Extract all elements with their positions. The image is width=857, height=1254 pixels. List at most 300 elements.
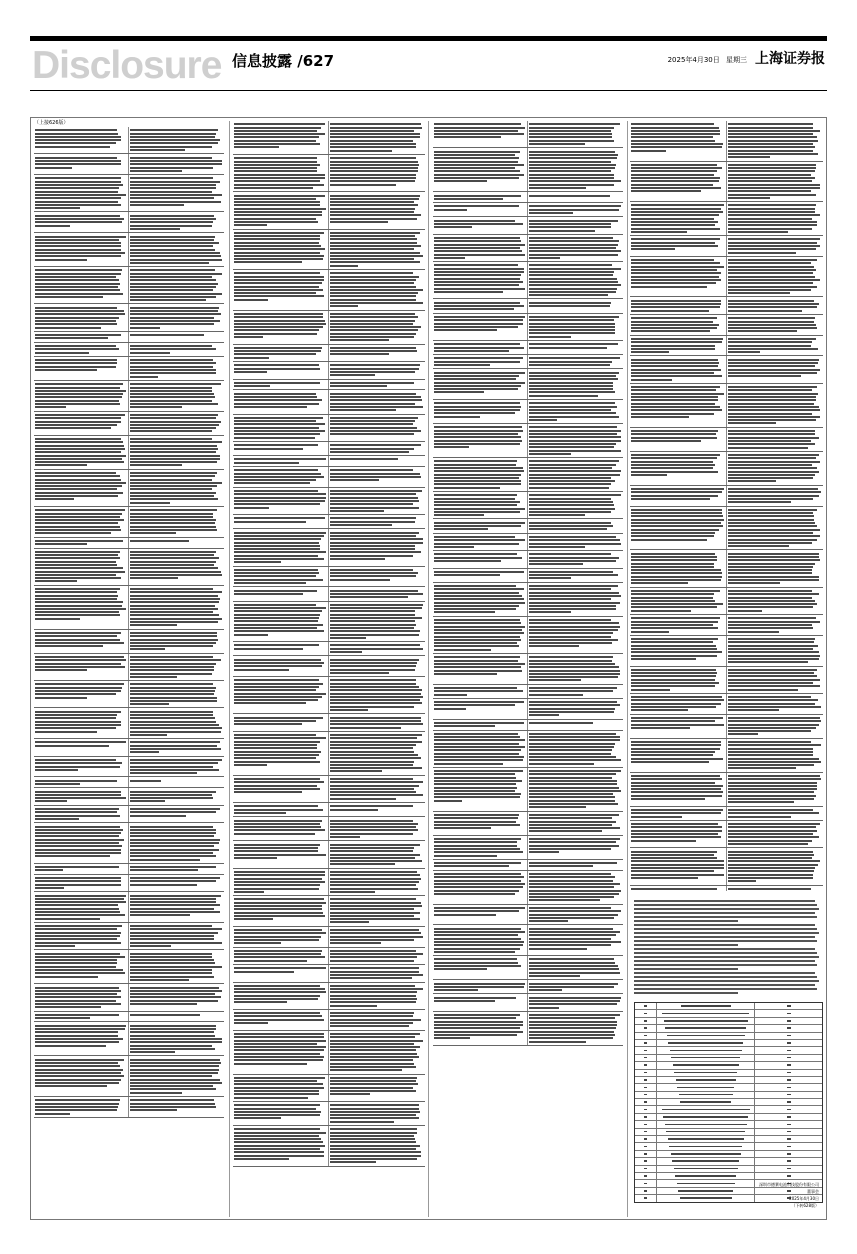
- text-line: [330, 1036, 415, 1038]
- text-line: [631, 433, 716, 435]
- text-line: [330, 282, 414, 284]
- comparison-cell: [233, 927, 329, 947]
- comparison-row: [233, 567, 425, 588]
- text-line: [728, 582, 781, 584]
- comparison-row: [233, 677, 425, 714]
- text-line: [234, 252, 320, 254]
- comparison-row: [630, 236, 823, 257]
- notice-table-row: [635, 1070, 822, 1077]
- comparison-row: [433, 905, 623, 926]
- notice-table-cell: [657, 1166, 755, 1172]
- text-line: [234, 659, 321, 661]
- comparison-cell: [233, 656, 329, 676]
- text-line: [130, 383, 221, 385]
- text-line: [434, 508, 525, 510]
- text-line: [234, 918, 273, 920]
- comparison-cell: [329, 983, 425, 1009]
- text-line: [35, 990, 121, 992]
- comparison-row: [34, 1056, 224, 1097]
- text-line: [434, 130, 518, 132]
- text-line: [234, 929, 322, 931]
- comparison-cell: [34, 267, 129, 303]
- text-line: [631, 563, 714, 565]
- comparison-cell: [233, 311, 329, 344]
- comparison-row: [433, 812, 623, 836]
- text-line: [330, 503, 413, 505]
- notice-table-row: [635, 1143, 822, 1150]
- comparison-cell: [329, 362, 425, 378]
- text-line: [330, 184, 396, 186]
- text-line: [728, 874, 814, 876]
- notice-table-cell: [657, 1018, 755, 1024]
- text-line: [234, 548, 320, 550]
- text-line: [434, 639, 521, 641]
- comparison-row: [433, 492, 623, 519]
- notice-table-row: [635, 1173, 822, 1180]
- comparison-cell: [129, 708, 224, 738]
- text-line: [529, 773, 616, 775]
- text-line: [330, 448, 414, 450]
- text-line: [130, 472, 217, 474]
- text-line: [130, 656, 213, 658]
- text-line: [728, 778, 822, 780]
- text-line: [330, 289, 423, 291]
- text-line: [631, 495, 718, 497]
- text-line: [130, 177, 213, 179]
- notice-table-cell: [755, 1173, 822, 1179]
- text-line: [234, 912, 323, 914]
- text-line: [434, 151, 520, 153]
- text-line: [631, 133, 720, 135]
- text-line: [35, 445, 124, 447]
- comparison-cell: [727, 588, 824, 614]
- text-line: [330, 844, 420, 846]
- text-line: [434, 494, 517, 496]
- text-line: [330, 195, 420, 197]
- comparison-cell: [329, 442, 425, 455]
- comparison-cell: [34, 823, 129, 863]
- text-line: [234, 177, 325, 179]
- text-line: [35, 727, 116, 729]
- text-line: [330, 473, 420, 475]
- text-line: [35, 482, 126, 484]
- text-line: [130, 529, 217, 531]
- text-line: [35, 142, 116, 144]
- text-line: [330, 620, 415, 622]
- comparison-row: [233, 456, 425, 467]
- comparison-cell: [129, 127, 224, 153]
- text-line: [330, 689, 422, 691]
- text-line: [234, 1059, 323, 1061]
- text-line: [529, 910, 621, 912]
- text-line: [434, 660, 518, 662]
- comparison-row: [233, 311, 425, 345]
- text-line: [234, 146, 279, 148]
- text-line: [529, 986, 614, 988]
- notice-table-cell: [657, 1003, 755, 1009]
- text-line: [234, 572, 319, 574]
- text-line: [728, 480, 776, 482]
- text-line: [130, 359, 213, 361]
- text-line: [35, 642, 124, 644]
- text-line: [434, 560, 501, 562]
- text-line: [330, 1148, 416, 1150]
- text-line: [35, 1065, 120, 1067]
- text-line: [728, 156, 771, 158]
- comparison-cell: [34, 233, 129, 266]
- text-line: [130, 393, 214, 395]
- comparison-row: [433, 217, 623, 234]
- text-line: [728, 440, 811, 442]
- text-line: [631, 724, 724, 726]
- comparison-cell: [34, 357, 129, 380]
- text-line: [35, 887, 64, 889]
- text-line: [728, 491, 822, 493]
- text-line: [130, 842, 219, 844]
- text-line: [130, 482, 222, 484]
- notice-table-cell: [635, 1099, 657, 1105]
- comparison-cell: [34, 154, 129, 174]
- comparison-cell: [129, 1022, 224, 1055]
- text-line: [35, 327, 101, 329]
- text-line: [728, 542, 812, 544]
- text-line: [330, 579, 390, 581]
- text-line: [728, 170, 816, 172]
- comparison-row: [34, 332, 224, 343]
- text-line: [631, 651, 722, 653]
- comparison-cell: [233, 442, 329, 455]
- text-line: [728, 669, 818, 671]
- text-line: [35, 519, 124, 521]
- text-line: [130, 417, 216, 419]
- date: 2025年4月30日: [667, 56, 720, 64]
- text-line: [330, 329, 418, 331]
- text-line: [330, 854, 420, 856]
- text-line: [234, 734, 316, 736]
- text-line: [234, 1097, 308, 1099]
- text-line: [529, 177, 614, 179]
- text-line: [130, 624, 177, 626]
- text-line: [330, 727, 401, 729]
- text-line: [631, 744, 721, 746]
- comparison-cell: [34, 923, 129, 949]
- text-line: [434, 474, 521, 476]
- text-line: [728, 413, 812, 415]
- text-line: [434, 733, 518, 735]
- text-line: [529, 739, 620, 741]
- text-line: [728, 266, 815, 268]
- text-line: [631, 590, 720, 592]
- text-line: [35, 366, 116, 368]
- text-line: [728, 409, 821, 411]
- text-line: [434, 780, 522, 782]
- text-line: [434, 838, 521, 840]
- text-line: [529, 412, 616, 414]
- text-line: [728, 816, 791, 818]
- text-line: [330, 891, 375, 893]
- comparison-cell: [34, 875, 129, 891]
- text-line: [529, 931, 620, 933]
- text-line: [130, 895, 221, 897]
- text-line: [330, 995, 416, 997]
- text-line: [330, 232, 420, 234]
- text-line: [35, 645, 103, 647]
- text-line: [330, 235, 415, 237]
- text-line: [330, 1132, 417, 1134]
- text-line: [130, 369, 216, 371]
- text-line: [529, 770, 621, 772]
- text-line: [234, 403, 319, 405]
- text-line: [330, 569, 413, 571]
- comparison-cell: [727, 615, 824, 635]
- text-line: [130, 1048, 215, 1050]
- text-line: [529, 893, 619, 895]
- text-line: [330, 180, 415, 182]
- text-line: [35, 133, 118, 135]
- text-line: [234, 357, 269, 359]
- comparison-cell: [630, 886, 727, 892]
- text-line: [330, 785, 419, 787]
- text-line: [35, 146, 110, 148]
- text-line: [631, 840, 696, 842]
- text-line: [434, 622, 521, 624]
- text-line: [728, 224, 818, 226]
- text-line: [529, 968, 619, 970]
- text-line: [330, 265, 358, 267]
- text-line: [434, 174, 524, 176]
- text-line: [434, 907, 525, 909]
- text-line: [434, 477, 519, 479]
- text-line: [130, 574, 222, 576]
- text-line: [330, 1069, 402, 1071]
- text-line: [35, 1045, 106, 1047]
- text-line: [35, 1106, 118, 1108]
- text-line: [130, 495, 214, 497]
- text-line: [434, 525, 521, 527]
- comparison-cell: [34, 1097, 129, 1117]
- text-line: [529, 205, 621, 207]
- notice-table-row: [635, 1121, 822, 1128]
- text-line: [529, 323, 615, 325]
- text-line: [130, 993, 215, 995]
- text-line: [728, 610, 763, 612]
- comparison-row: [433, 617, 623, 654]
- text-line: [234, 133, 325, 135]
- text-line: [234, 558, 324, 560]
- text-line: [631, 174, 714, 176]
- text-line: [631, 679, 715, 681]
- text-line: [330, 1015, 413, 1017]
- text-line: [234, 167, 317, 169]
- text-line: [130, 962, 215, 964]
- text-line: [35, 717, 116, 719]
- text-line: [529, 983, 618, 985]
- text-line: [35, 310, 124, 312]
- text-line: [130, 1072, 218, 1074]
- text-line: [631, 812, 721, 814]
- text-line: [434, 704, 515, 706]
- comparison-row: [630, 384, 823, 428]
- comparison-cell: [34, 1022, 129, 1055]
- text-line: [130, 621, 218, 623]
- text-line: [234, 385, 270, 387]
- text-line: [234, 1138, 321, 1140]
- comparison-cell: [630, 615, 727, 635]
- text-line: [130, 516, 213, 518]
- text-line: [631, 627, 718, 629]
- text-line: [434, 749, 521, 751]
- text-line: [330, 1145, 420, 1147]
- text-line: [529, 143, 585, 145]
- text-line: [434, 209, 467, 211]
- text-line: [330, 737, 417, 739]
- text-line: [35, 245, 121, 247]
- text-line: [434, 841, 517, 843]
- comparison-row: [630, 257, 823, 298]
- text-line: [130, 445, 217, 447]
- text-line: [130, 310, 218, 312]
- comparison-row: [34, 586, 224, 630]
- text-line: [234, 805, 318, 807]
- masthead-bottom-rule: [30, 90, 827, 91]
- text-line: [330, 1005, 377, 1007]
- text-line: [529, 824, 612, 826]
- text-line: [234, 473, 321, 475]
- comparison-cell: [233, 192, 329, 228]
- text-line: [35, 252, 125, 254]
- text-line: [529, 151, 615, 153]
- text-line: [234, 313, 323, 315]
- comparison-cell: [129, 788, 224, 804]
- text-line: [35, 269, 122, 271]
- text-line: [330, 1135, 414, 1137]
- text-line: [434, 302, 520, 304]
- text-line: [631, 211, 723, 213]
- text-line: [529, 522, 611, 524]
- text-line: [35, 129, 117, 131]
- text-line: [631, 748, 720, 750]
- comparison-cell: [233, 270, 329, 310]
- comparison-row: [630, 202, 823, 236]
- text-line: [130, 780, 161, 782]
- text-line: [529, 595, 621, 597]
- notice-table-cell: [657, 1180, 755, 1186]
- comparison-cell: [630, 356, 727, 382]
- text-line: [330, 720, 421, 722]
- text-line: [130, 345, 212, 347]
- text-line: [330, 551, 421, 553]
- text-line: [234, 1087, 324, 1089]
- comparison-cell: [129, 1097, 224, 1117]
- text-line: [728, 833, 813, 835]
- text-line: [35, 605, 122, 607]
- text-line: [434, 546, 474, 548]
- text-line: [234, 1158, 289, 1160]
- notice-table-cell: [657, 1106, 755, 1112]
- text-line: [234, 971, 294, 973]
- comparison-row: [433, 519, 623, 533]
- text-line: [631, 123, 714, 125]
- text-line: [728, 888, 811, 890]
- text-line: [631, 467, 713, 469]
- text-line: [434, 865, 509, 867]
- comparison-row: [34, 212, 224, 233]
- text-line: [529, 941, 621, 943]
- text-line: [728, 877, 814, 879]
- text-line: [234, 604, 316, 606]
- comparison-cell: [727, 694, 824, 714]
- comparison-cell: [433, 369, 528, 399]
- text-line: [130, 228, 180, 230]
- text-line: [330, 214, 421, 216]
- comparison-row: [630, 297, 823, 314]
- text-line: [529, 123, 620, 125]
- text-line: [728, 276, 816, 278]
- comparison-cell: [129, 436, 224, 469]
- comparison-cell: [528, 235, 623, 261]
- comparison-cell: [433, 1012, 528, 1045]
- text-line: [234, 582, 306, 584]
- text-line: [130, 990, 222, 992]
- comparison-cell: [233, 803, 329, 816]
- text-line: [728, 174, 811, 176]
- comparison-cell: [528, 341, 623, 354]
- text-line: [631, 658, 696, 660]
- text-line: [728, 870, 815, 872]
- text-line: [130, 826, 213, 828]
- text-line: [130, 561, 216, 563]
- text-line: [130, 252, 220, 254]
- text-line: [234, 136, 319, 138]
- text-line: [728, 259, 818, 261]
- text-line: [130, 571, 221, 573]
- text-line: [130, 396, 215, 398]
- text-line: [130, 979, 189, 981]
- notice-table-row: [635, 1010, 822, 1017]
- text-line: [330, 490, 422, 492]
- text-line: [434, 725, 495, 727]
- comparison-cell: [528, 994, 623, 1010]
- text-line: [434, 739, 525, 741]
- comparison-row: [34, 630, 224, 654]
- text-line: [35, 588, 120, 590]
- text-line: [434, 136, 501, 138]
- text-line: [330, 778, 413, 780]
- text-line: [529, 759, 621, 761]
- text-line: [330, 744, 416, 746]
- text-line: [529, 851, 559, 853]
- comparison-cell: [34, 436, 129, 469]
- comparison-row: [34, 681, 224, 708]
- text-line: [35, 945, 75, 947]
- text-line: [529, 511, 611, 513]
- text-line: [330, 1138, 415, 1140]
- comparison-cell: [630, 588, 727, 614]
- text-line: [35, 320, 116, 322]
- comparison-cell: [528, 699, 623, 719]
- text-line: [35, 693, 116, 695]
- text-line: [529, 474, 620, 476]
- text-line: [434, 361, 520, 363]
- notice-table-cell: [657, 1129, 755, 1135]
- text-line: [434, 406, 521, 408]
- text-line: [35, 163, 121, 165]
- text-line: [631, 221, 718, 223]
- text-line: [330, 998, 417, 1000]
- text-line: [130, 745, 217, 747]
- comparison-cell: [433, 569, 528, 582]
- text-line: [330, 770, 382, 772]
